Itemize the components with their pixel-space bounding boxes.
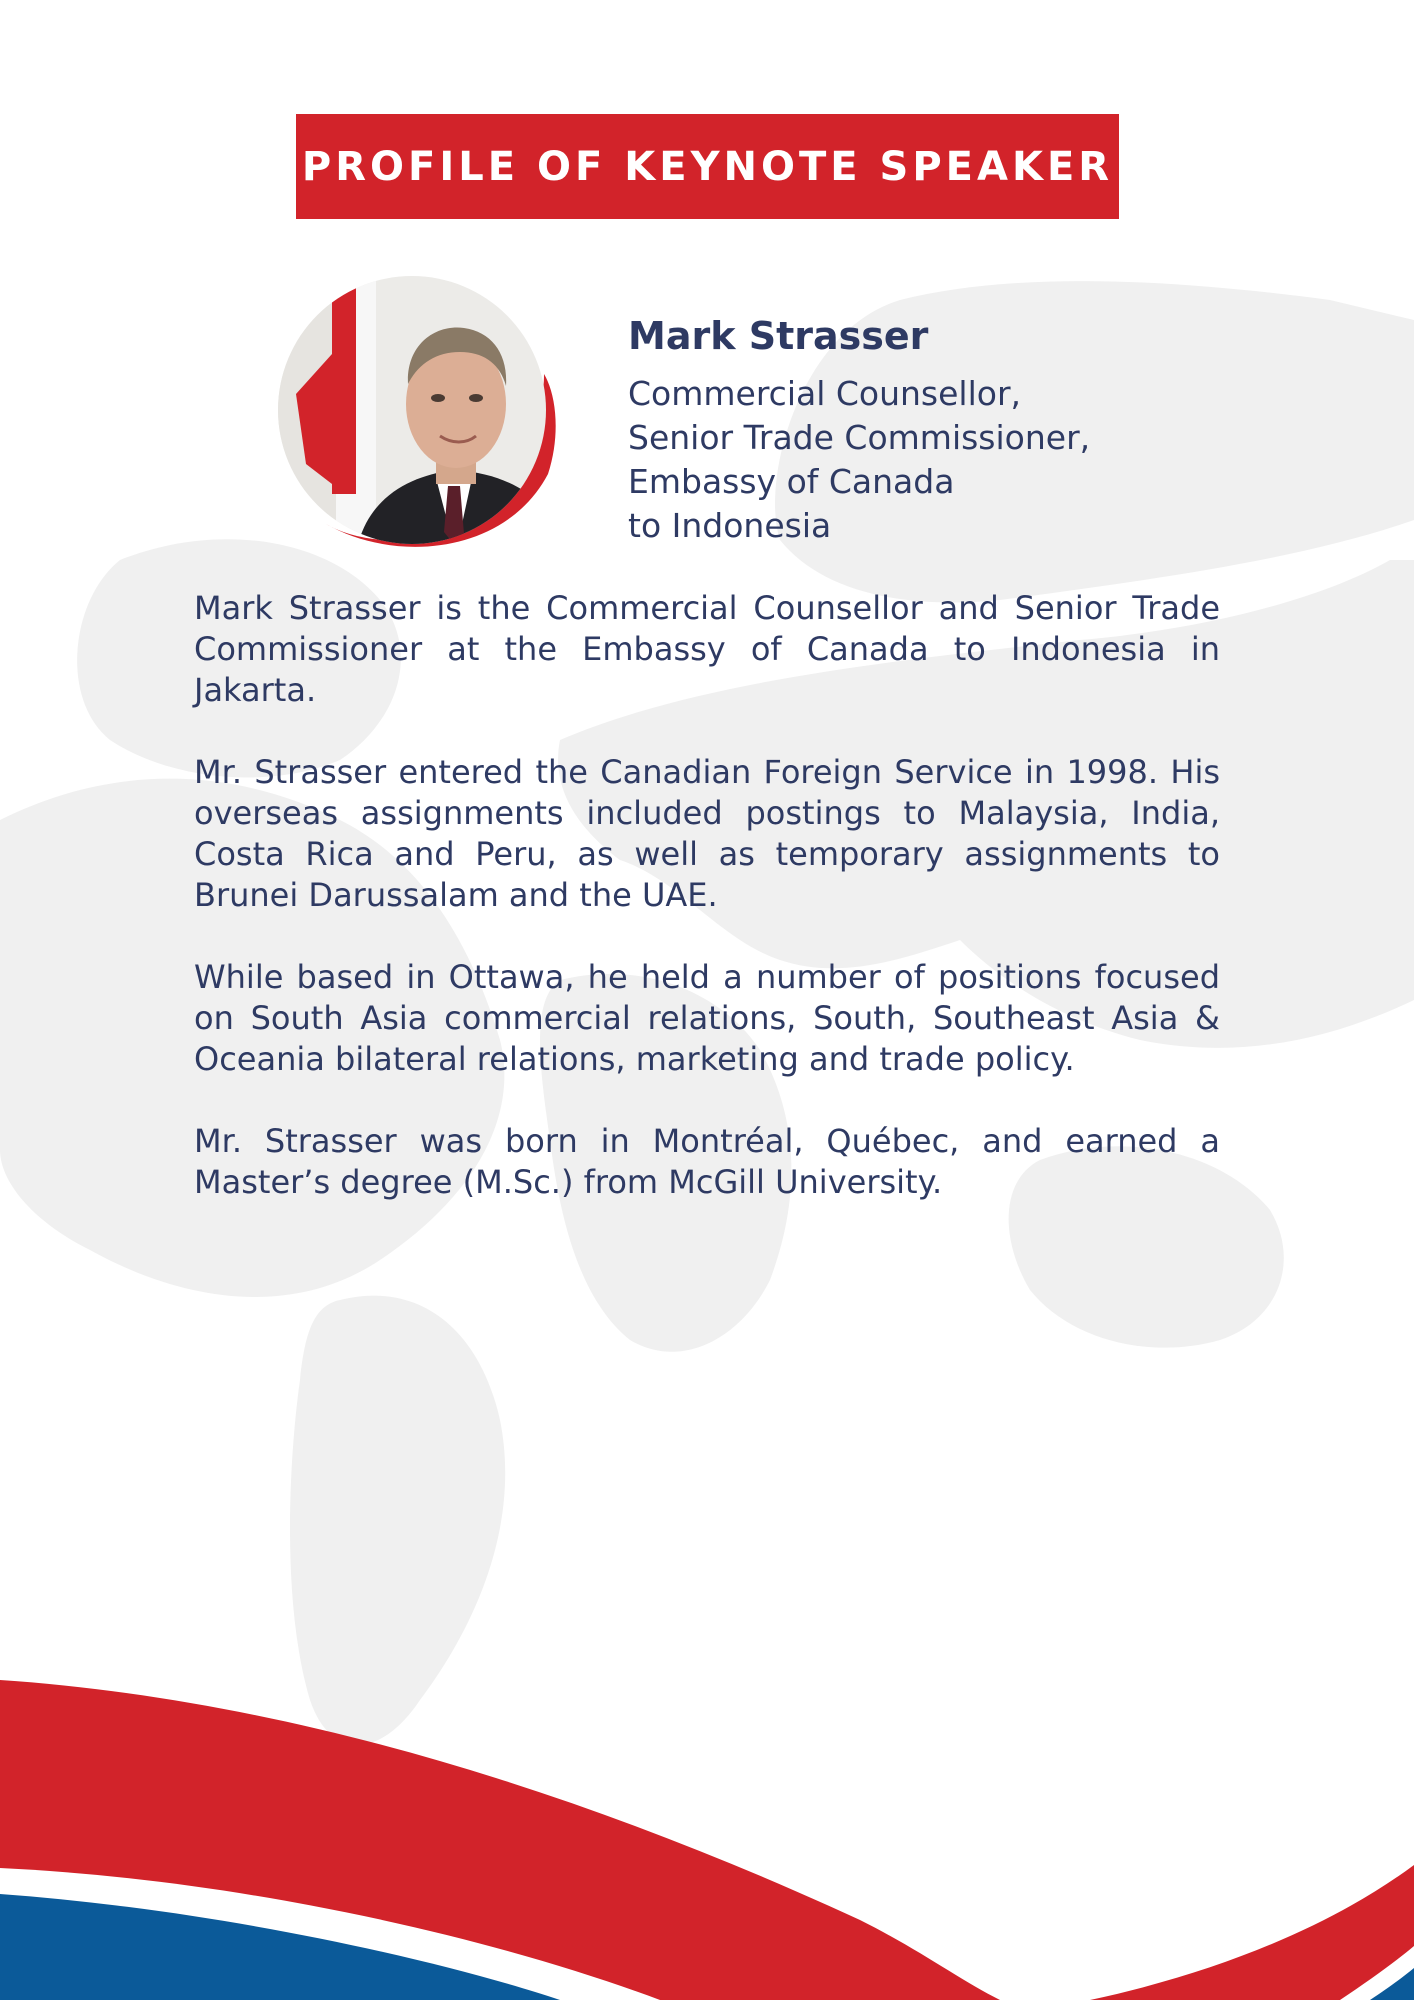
keynote-banner — [296, 114, 1119, 219]
speaker-title-line: to Indonesia — [628, 506, 832, 545]
speaker-photo — [276, 274, 556, 554]
bio-paragraph: Mr. Strasser was born in Montréal, Québec, and earned a Master’s degree (M.Sc.) from McGill University. — [194, 1122, 1220, 1201]
bio-paragraph: While based in Ottawa, he held a number of positions focused on South Asia commercial relations, South, Southeast Asia & Oceania bilateral relations, marketing and trade policy. — [194, 958, 1220, 1078]
speaker-biography — [194, 588, 1220, 1244]
speaker-title-block — [628, 372, 1090, 548]
speaker-title-line: Embassy of Canada — [628, 462, 955, 501]
decorative-waves — [0, 1680, 1414, 2000]
bio-paragraph: Mr. Strasser entered the Canadian Foreign Service in 1998. His overseas assignments included postings to Malaysia, India, Costa Rica and Peru, as well as temporary assignments to Brunei Darussalam and the UAE. — [194, 753, 1220, 914]
speaker-title-line: Commercial Counsellor, — [628, 374, 1022, 413]
bio-paragraph: Mark Strasser is the Commercial Counsellor and Senior Trade Commissioner at the Embassy of Canada to Indonesia in Jakarta. — [194, 589, 1220, 709]
speaker-name: Mark Strasser — [628, 314, 929, 358]
speaker-title-line: Senior Trade Commissioner, — [628, 418, 1091, 457]
banner-title: PROFILE OF KEYNOTE SPEAKER — [301, 143, 1114, 190]
